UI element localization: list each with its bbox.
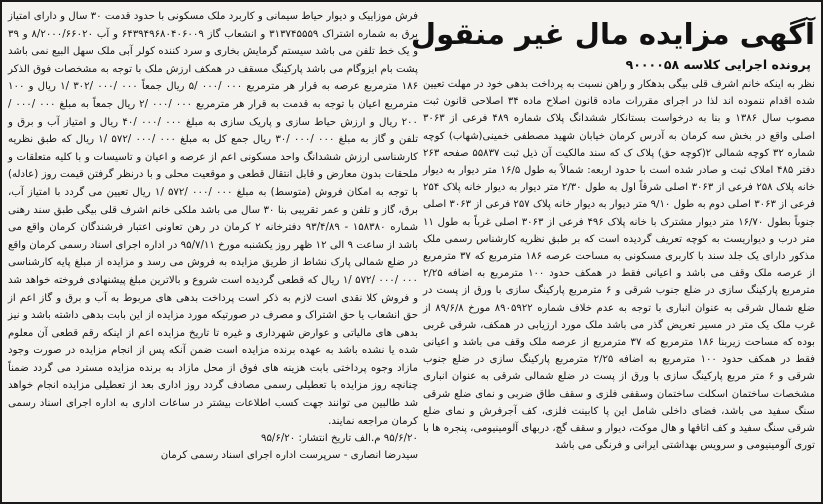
notice-body-right: نظر به اینکه خانم اشرف قلی بیگی بدهکار و راهن نسبت به پرداخت بدهی خود در مهلت تعیین شده اقدام ننموده اند لذا در اجرای مقررات ماده قانون اصلاح ماده ۳۴ اصلاحی قانون ثبت مصوب سال ۱۳۸۶ و بنا به درخواست بستانکار ششدانگ پلاک شماره ۴۸۹ فرعی از ۳۰۶۳ اصلی واقع در بخش سه کرمان به آدرس کرمان خیابان شهید مصطفی خمینی(شهاب) کوچه شماره ۳۲ کوچه شمالی ۲(کوچه حق) پلاک ک که سند مالکیت آن ذیل ثبت ۵۵۸۳۷ صفحه ۲۶۳ دفتر ۴۸۵ املاک ثبت و صادر شده است با حدود اربعه: شمالاً به طول ۱۶/۵ متر دیوار به دیوار خانه پلاک ۲۵۸ فرعی از ۳۰۶۳ اصلی شرقاً اول به طول ۲/۳۰ متر دیوار به دیوار خانه پلاک ۲۵۴ فرعی از ۳۰۶۳ اصلی دوم به طول ۹/۱۰ متر دیوار به دیوار خانه پلاک ۲۵۷ فرعی از ۳۰۶۳ اصلی جنوباً بطول ۱۶/۷۰ متر دیوار مشترک با خانه پلاک ۴۹۶ فرعی از ۳۰۶۳ اصلی غرباً به طول ۱۱ متر درب و دیواریست به کوچه تعریف گردیده است که بر طبق نظریه کارشناس رسمی ملک مذکور دارای یک جلد سند با کاربری مسکونی به مساحت عرصه ۱۸۶ مترمربع که ۳۷ مترمربع از عرصه ملک وقف می باشد و اعیانی فقط در همکف حدود ۱۰۰ مترمربع به اضافه ۲/۲۵ مترمربع پارکینگ سازی در ضلع جنوب شرقی و ۶ مترمربع پارکینگ سازی با ورق از پست در ضلع شمال شرقی به عنوان انباری با توجه به عدم خلاف شماره ۸۹۰۵۹۲۲ مورخ ۸۹/۶/۸ از غرب ملک یک متر در مسیر تعریض گذر می باشد ملک مورد ارزیابی در همکف، شرقی غربی بوده که مساحت زیربنا ۱۸۶ مترمربع که ۳۷ مترمربع از عرصه ملک وقف می باشد و اعیانی فقط در همکف حدود ۱۰۰ مترمربع به اضافه ۲/۲۵ مترمربع پارکینگ سازی در ضلع جنوب شرقی و ۶ متر مربع پارکینگ سازی با ورق از پست در ضلع شمالی شرقی به عنوان انباری مشخصات ساختمان اسکلت ساختمان وسقفی فلزی و سقف طاق ضربی و نمای ضلع شرقی سنگ سفید می باشد، فضای داخلی شامل این پا کابینت فلزی، کف آجرفرش و نمای ضلع شرقی سنگ سفید و کف اتاقها و هال موکت، دیوار و سقف گچ، دربهای آلومینیومی، پنجره ها با توری آلومینیومی و سرویس بهداشتی ایرانی و فرنگی می باشد	[423, 79, 816, 452]
publication-line: ۹۵/۶/۲۰ م.الف تاریخ انتشار: ۹۵/۶/۲۰	[260, 433, 418, 445]
notice-title: آگهی مزایده مال غیر منقول	[410, 17, 815, 51]
case-number: پرونده اجرایی کلاسه ۹۰۰۰۰۵۸	[625, 57, 811, 72]
notice-left-column	[8, 8, 418, 498]
notice-right-column	[410, 8, 816, 498]
notice-body-left: فرش موزاییک و دیوار حیاط سیمانی و کاربرد ملک مسکونی با حدود قدمت ۳۰ سال و دارای امتیاز برق به شماره اشتراک ۳۱۳۷۴۵۵۵۹ و انشعاب گاز ۶۴۳۹۴۹۶۸۰۴۰۶۰۰۹ و آب ۸/۲۰۰۰/۶۶۰۲۰ و ۳۹ و یک خط تلفن می باشد سیستم گرمایش بخاری و سرد کننده کولر آبی ملک سهل البیع نمی باشد پشت بام ایزوگام می باشد پارکینگ مسقف در همکف ارزش ملک با توجه به مشخصات فوق الذکر ۱۸۶ مترمربع عرصه به قرار هر مترمربع ۰۰۰ /۰۰۰ /۵ ریال جمعاً ۰۰۰ /۰۰۰ /۳۰۲ /۱ ریال و ۱۰۰ مترمربع اعیان با توجه به قدمت به قرار هر مترمربع ۰۰۰ /۰۰۰ /۲ ریال جمعاً به مبلغ ۰۰۰ /۰۰۰ /۲۰۰ ریال و ارزش حیاط سازی و پاریک سازی به مبلغ ۰۰۰ /۰۰۰ /۴۰ ریال و امتیاز آب و برق و تلفن و گاز به مبلغ ۰۰۰ /۰۰۰ /۳۰ ریال جمع کل به مبلغ ۰۰۰ /۰۰۰ /۵۷۲ /۱ ریال که طبق نظریه کارشناسی ارزش ششدانگ واحد مسکونی اعم از عرصه و اعیان و تاسیسات و با کلیه متعلقات و ملحقات بدون معارض و قابل انتقال قطعی و موقعیت محلی و با درنظر گرفتن قیمت روز (عادله) با توجه به امکان فروش (متوسط) به مبلغ ۰۰۰ /۰۰۰ /۵۷۲ /۱ ریال تعیین می گردد با امتیاز آب، برق، گاز و تلفن و عمر تقریبی بنا ۳۰ سال می باشد ملکی خانم اشرف قلی بیگی طبق سند رهنی شماره ۱۵۸۳۸۰ - ۹۳/۴/۸۹ دفترخانه ۲ کرمان در رهن تعاونی اعتبار فرشندگان کرمان واقع می باشد از ساعت ۹ الی ۱۲ ظهر روز یکشنبه مورخ ۹۵/۷/۱۱ در اداره اجرای اسناد رسمی کرمان واقع در ضلع شمالی پارک نشاط از طریق مزایده به فروش می رسد و مزایده از مبلغ پایه کارشناسی ۰۰۰ /۰۰۰ /۵۷۲ /۱ ریال که قطعی گردیده است شروع و بالاترین مبلغ پیشنهادی فروخته خواهد شد و فروش کلا نقدی است لازم به ذکر است پرداخت بدهی های مربوط به آب و برق و گاز اعم از حق انشعاب یا حق اشتراک و مصرف در صورتیکه مورد مزایده از این بابت بدهی داشته باشد و نیز بدهی های مالیاتی و عوارض شهرداری و غیره تا تاریخ مزایده اعم از اینکه رقم قطعی آن معلوم شده یا نشده باشد به عهده برنده مزایده است ضمن آنکه پس از انجام مزایده در صورت وجود مازاد وجوه پرداختی بابت هزینه های فوق از محل مازاد به برنده مزایده مسترد می گردد ضمناً چنانچه روز مزایده با تعطیلی رسمی مصادف گردد روز اداری بعد از تعطیلی مزایده انجام خواهد شد طالبین می توانند جهت کسب اطلاعات بیشتر در ساعات اداری به اداره اجرای اسناد رسمی کرمان مراجعه نمایند.	[8, 11, 419, 427]
signature-line: سیدرضا انصاری - سرپرست اداره اجرای اسناد رسمی کرمان	[160, 450, 418, 462]
